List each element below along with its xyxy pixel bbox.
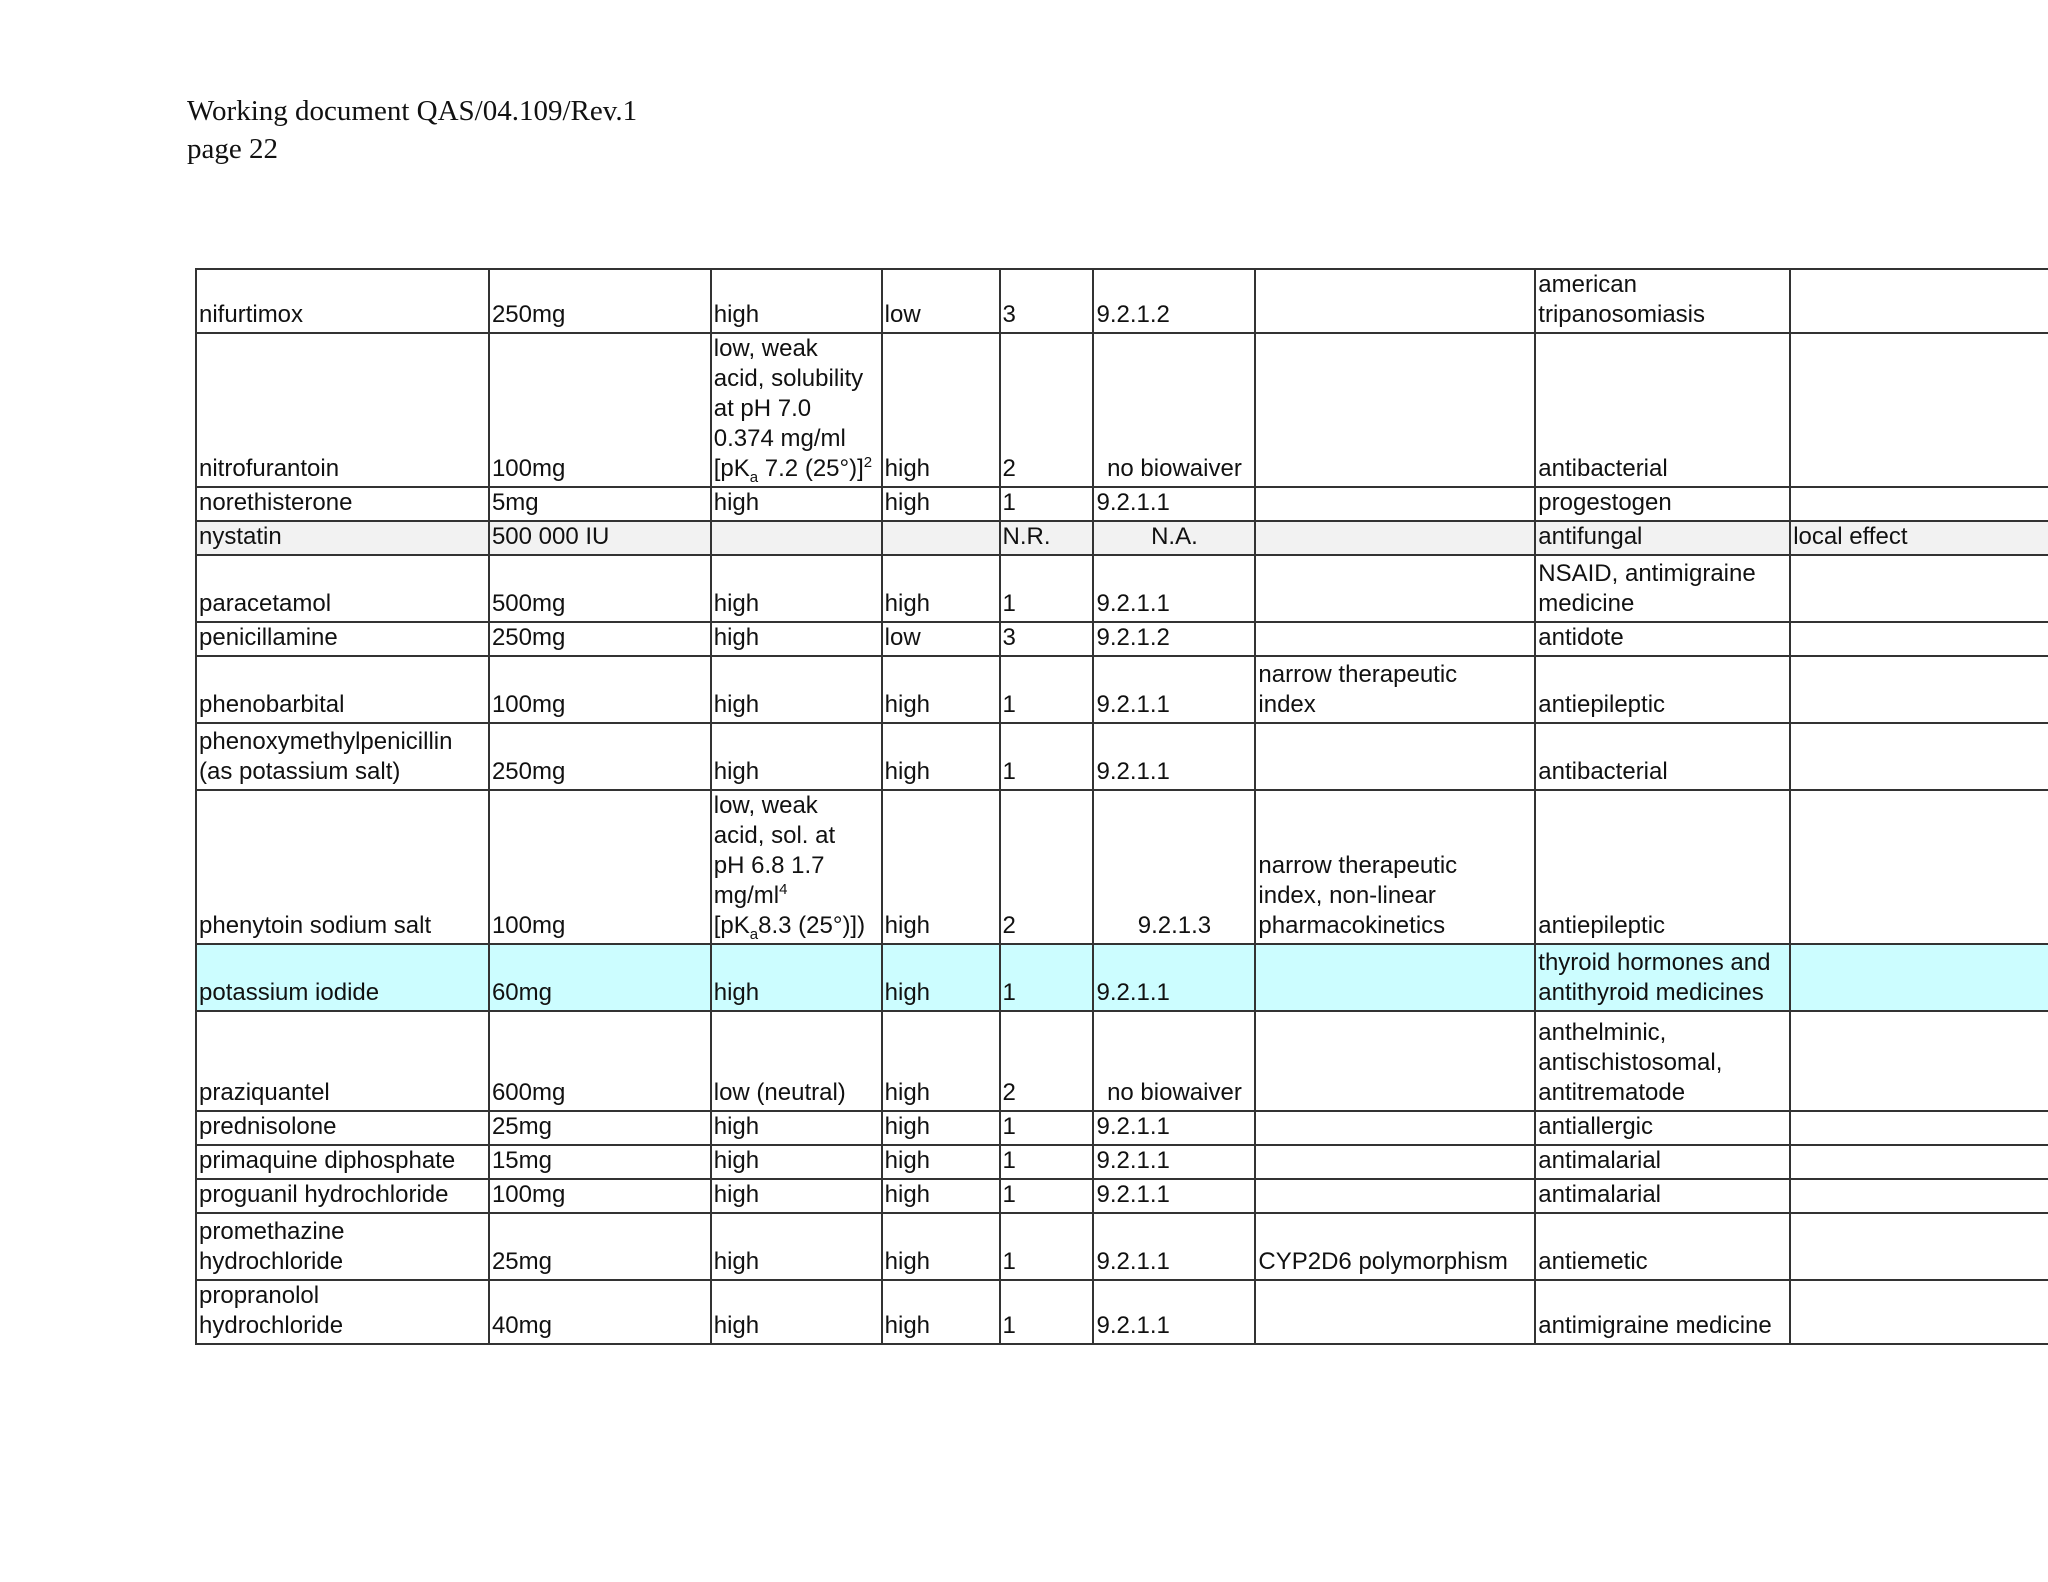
bcs-class-cell: 3 (1000, 269, 1094, 333)
bcs-class-cell: 1 (1000, 1280, 1094, 1344)
bcs-class-cell: 2 (1000, 790, 1094, 944)
biowaiver-section-cell: 9.2.1.1 (1093, 656, 1255, 723)
drug-name-cell: nystatin (196, 521, 489, 555)
comment-cell (1790, 333, 2048, 487)
strength-cell: 250mg (489, 269, 711, 333)
indication-cell: antiallergic (1535, 1111, 1790, 1145)
table-row (196, 1179, 2048, 1213)
solubility-cell: high (711, 555, 882, 622)
strength-cell: 100mg (489, 333, 711, 487)
indication-cell: antimalarial (1535, 1145, 1790, 1179)
risk-cell (1255, 269, 1535, 333)
strength-cell: 25mg (489, 1111, 711, 1145)
risk-cell: narrow therapeutic index, non-linear pharmacokinetics (1255, 790, 1535, 944)
strength-cell: 600mg (489, 1011, 711, 1111)
solubility-cell: high (711, 1111, 882, 1145)
solubility-cell: high (711, 1145, 882, 1179)
permeability-cell: high (882, 1111, 1000, 1145)
biowaiver-section-cell: 9.2.1.1 (1093, 1179, 1255, 1213)
bcs-class-cell: 2 (1000, 1011, 1094, 1111)
solubility-cell: high (711, 269, 882, 333)
drug-name-cell: penicillamine (196, 622, 489, 656)
risk-cell (1255, 622, 1535, 656)
permeability-cell: low (882, 622, 1000, 656)
drug-name-cell: norethisterone (196, 487, 489, 521)
table-row (196, 487, 2048, 521)
comment-cell (1790, 944, 2048, 1011)
indication-cell: antibacterial (1535, 723, 1790, 790)
indication-cell: american tripanosomiasis (1535, 269, 1790, 333)
biowaiver-section-cell: 9.2.1.1 (1093, 723, 1255, 790)
solubility-cell: high (711, 1179, 882, 1213)
drug-name-cell: potassium iodide (196, 944, 489, 1011)
risk-cell (1255, 723, 1535, 790)
comment-cell (1790, 622, 2048, 656)
permeability-cell: high (882, 656, 1000, 723)
indication-cell: antidote (1535, 622, 1790, 656)
permeability-cell: high (882, 1280, 1000, 1344)
risk-cell (1255, 1280, 1535, 1344)
strength-cell: 100mg (489, 656, 711, 723)
table-row (196, 521, 2048, 555)
strength-cell: 5mg (489, 487, 711, 521)
bcs-class-cell: 1 (1000, 1179, 1094, 1213)
strength-cell: 60mg (489, 944, 711, 1011)
table-row (196, 1011, 2048, 1111)
biowaiver-section-cell: 9.2.1.1 (1093, 944, 1255, 1011)
solubility-cell (711, 521, 882, 555)
table-row (196, 555, 2048, 622)
indication-cell: antifungal (1535, 521, 1790, 555)
table-row (196, 944, 2048, 1011)
solubility-cell: high (711, 1280, 882, 1344)
drug-name-cell: nifurtimox (196, 269, 489, 333)
table-row (196, 1145, 2048, 1179)
bcs-class-cell: 1 (1000, 1213, 1094, 1280)
table-row (196, 333, 2048, 487)
comment-cell (1790, 1179, 2048, 1213)
indication-cell: thyroid hormones and antithyroid medicines (1535, 944, 1790, 1011)
permeability-cell: high (882, 790, 1000, 944)
bcs-class-cell: 1 (1000, 1145, 1094, 1179)
solubility-cell: low (neutral) (711, 1011, 882, 1111)
risk-cell (1255, 1011, 1535, 1111)
comment-cell: local effect (1790, 521, 2048, 555)
bcs-class-cell: 2 (1000, 333, 1094, 487)
strength-cell: 15mg (489, 1145, 711, 1179)
permeability-cell: high (882, 944, 1000, 1011)
solubility-text-tail: 8.3 (25°)]) (758, 912, 866, 939)
solubility-text-tail: 7.2 (25°)] (758, 455, 864, 482)
comment-cell (1790, 269, 2048, 333)
solubility-text: low, weak acid, solubility at pH 7.0 0.374 mg/ml [pK (713, 335, 864, 482)
drug-name-cell: phenobarbital (196, 656, 489, 723)
bcs-class-cell: 1 (1000, 656, 1094, 723)
strength-cell: 25mg (489, 1213, 711, 1280)
biowaiver-section-cell: 9.2.1.1 (1093, 1280, 1255, 1344)
drug-name-cell: praziquantel (196, 1011, 489, 1111)
comment-cell (1790, 723, 2048, 790)
bcs-class-cell: 1 (1000, 723, 1094, 790)
drug-name-cell: proguanil hydrochloride (196, 1179, 489, 1213)
biowaiver-section-cell: N.A. (1093, 521, 1255, 555)
indication-cell: antiepileptic (1535, 656, 1790, 723)
biowaiver-section-cell: 9.2.1.1 (1093, 487, 1255, 521)
permeability-cell: high (882, 333, 1000, 487)
risk-cell (1255, 944, 1535, 1011)
biowaiver-section-cell: 9.2.1.1 (1093, 1213, 1255, 1280)
table-row (196, 1111, 2048, 1145)
biowaiver-section-cell: 9.2.1.2 (1093, 269, 1255, 333)
table-row (196, 622, 2048, 656)
document-header (187, 92, 637, 168)
permeability-cell: high (882, 1145, 1000, 1179)
strength-cell: 500mg (489, 555, 711, 622)
solubility-cell (711, 333, 882, 487)
permeability-cell: high (882, 555, 1000, 622)
comment-cell (1790, 487, 2048, 521)
solubility-cell: high (711, 622, 882, 656)
table-row (196, 790, 2048, 944)
indication-cell: antimigraine medicine (1535, 1280, 1790, 1344)
pka-subscript: a (749, 925, 759, 943)
permeability-cell: low (882, 269, 1000, 333)
bcs-class-cell: 1 (1000, 487, 1094, 521)
strength-cell: 40mg (489, 1280, 711, 1344)
strength-cell: 500 000 IU (489, 521, 711, 555)
comment-cell (1790, 1111, 2048, 1145)
strength-cell: 250mg (489, 723, 711, 790)
indication-cell: NSAID, antimigraine medicine (1535, 555, 1790, 622)
drug-name-cell: promethazine hydrochloride (196, 1213, 489, 1280)
table-row (196, 656, 2048, 723)
table-row (196, 1213, 2048, 1280)
risk-cell: CYP2D6 polymorphism (1255, 1213, 1535, 1280)
medicines-table (195, 268, 2048, 1345)
comment-cell (1790, 1145, 2048, 1179)
biowaiver-section-cell: 9.2.1.1 (1093, 1145, 1255, 1179)
bcs-class-cell: 1 (1000, 1111, 1094, 1145)
risk-cell (1255, 555, 1535, 622)
biowaiver-section-cell: 9.2.1.2 (1093, 622, 1255, 656)
permeability-cell: high (882, 487, 1000, 521)
solubility-cell: high (711, 1213, 882, 1280)
drug-name-cell: nitrofurantoin (196, 333, 489, 487)
bcs-class-cell: N.R. (1000, 521, 1094, 555)
indication-cell: progestogen (1535, 487, 1790, 521)
comment-cell (1790, 656, 2048, 723)
bcs-class-cell: 1 (1000, 555, 1094, 622)
biowaiver-section-cell: 9.2.1.3 (1093, 790, 1255, 944)
drug-name-cell: primaquine diphosphate (196, 1145, 489, 1179)
strength-cell: 100mg (489, 790, 711, 944)
biowaiver-section-cell: 9.2.1.1 (1093, 1111, 1255, 1145)
risk-cell (1255, 487, 1535, 521)
indication-cell: antiepileptic (1535, 790, 1790, 944)
drug-name-cell: phenytoin sodium salt (196, 790, 489, 944)
comment-cell (1790, 1280, 2048, 1344)
biowaiver-section-cell: 9.2.1.1 (1093, 555, 1255, 622)
solubility-text-line2: [pK (713, 912, 750, 939)
indication-cell: antiemetic (1535, 1213, 1790, 1280)
solubility-cell: high (711, 944, 882, 1011)
bcs-class-cell: 3 (1000, 622, 1094, 656)
solubility-cell (711, 790, 882, 944)
permeability-cell: high (882, 1213, 1000, 1280)
strength-cell: 100mg (489, 1179, 711, 1213)
indication-cell: antimalarial (1535, 1179, 1790, 1213)
indication-cell: anthelminic, antischistosomal, antitrematode (1535, 1011, 1790, 1111)
drug-name-cell: prednisolone (196, 1111, 489, 1145)
pka-subscript: a (749, 468, 759, 486)
risk-cell (1255, 1145, 1535, 1179)
comment-cell (1790, 555, 2048, 622)
document-title: Working document QAS/04.109/Rev.1 (187, 95, 638, 127)
comment-cell (1790, 1213, 2048, 1280)
solubility-cell: high (711, 723, 882, 790)
table-row (196, 269, 2048, 333)
permeability-cell (882, 521, 1000, 555)
strength-cell: 250mg (489, 622, 711, 656)
permeability-cell: high (882, 723, 1000, 790)
solubility-text: low, weak acid, sol. at pH 6.8 1.7 mg/ml (713, 792, 836, 909)
bcs-class-cell: 1 (1000, 944, 1094, 1011)
biowaiver-section-cell: no biowaiver (1093, 1011, 1255, 1111)
page-number: page 22 (187, 133, 278, 165)
table-row (196, 1280, 2048, 1344)
comment-cell (1790, 1011, 2048, 1111)
risk-cell (1255, 1179, 1535, 1213)
permeability-cell: high (882, 1011, 1000, 1111)
comment-cell (1790, 790, 2048, 944)
solubility-cell: high (711, 656, 882, 723)
risk-cell (1255, 521, 1535, 555)
drug-name-cell: phenoxymethylpenicillin (as potassium salt) (196, 723, 489, 790)
biowaiver-section-cell: no biowaiver (1093, 333, 1255, 487)
risk-cell: narrow therapeutic index (1255, 656, 1535, 723)
permeability-cell: high (882, 1179, 1000, 1213)
table-row (196, 723, 2048, 790)
drug-name-cell: paracetamol (196, 555, 489, 622)
footnote-marker: 2 (863, 454, 873, 471)
risk-cell (1255, 333, 1535, 487)
solubility-cell: high (711, 487, 882, 521)
footnote-marker: 4 (779, 881, 788, 898)
indication-cell: antibacterial (1535, 333, 1790, 487)
drug-name-cell: propranolol hydrochloride (196, 1280, 489, 1344)
risk-cell (1255, 1111, 1535, 1145)
